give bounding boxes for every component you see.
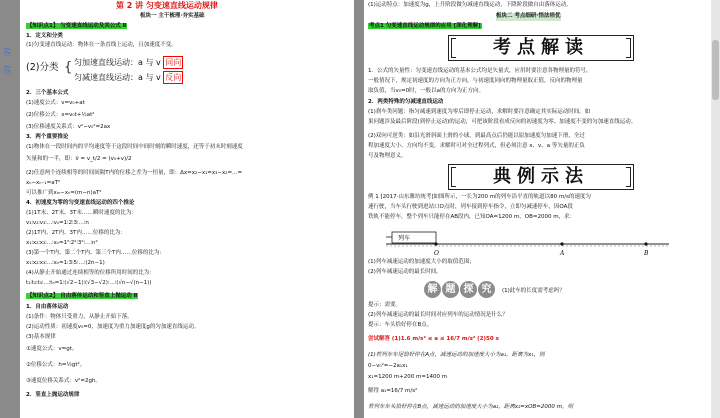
knowledge-point-1-heading: 【知识点1】 匀变速直线运动及其公式 Ⅱ	[27, 23, 127, 29]
formula-line: 解得 a₁=16/7 m/s²	[368, 388, 418, 394]
point-o-marker	[434, 242, 437, 245]
point-a-marker	[560, 242, 563, 245]
formula-line: 可以推广到xₘ−xₙ=(m−n)aT²	[26, 190, 102, 196]
text-line: (2)运动性质：初速度v₀=0，加速度为重力加速度g的匀加速直线运动。	[26, 324, 200, 330]
text-line: (1)物体在一段时间内的平均速度等于这段时间中间时刻的瞬时速度，还等于初末时刻速度	[26, 144, 243, 150]
formula-line: 矢量和的一半，即：v̄ = v_t/2 = (v₀+v)/2	[26, 156, 132, 162]
text-line: 速行驶，当车头行驶到进站口O点时，列车接到停车指令，立即匀减速停车，因OA段	[368, 204, 573, 210]
text-line: (2)1T内、2T内、3T内……位移的比为：	[26, 230, 126, 236]
text-line: 3．两个重要推论	[26, 134, 69, 140]
formula-line: t₁∶t₂∶t₃∶…∶tₙ=1∶(√2−1)∶(√3−√2)∶…∶(√n−√(n−1))	[26, 280, 152, 286]
track-figure	[384, 224, 674, 258]
hint-line: 提示：车头恰好停在B点。	[368, 322, 433, 328]
formula-line: (3)位移速度关系式：v²−v₀²=2ax	[26, 124, 111, 130]
text-line: (2)任意两个连续相等的时间间隔T内的位移之差为一恒量，即：Δx=x₂−x₁=x₃−x₂=…=	[26, 170, 243, 176]
section-subtitle: 板块二 考点细研·悟法培优	[496, 13, 561, 19]
text-line: (3)基本规律	[26, 334, 56, 340]
question-line: (2)列车减速运动的最长时间对应列车的运动情况是什么？	[368, 312, 508, 318]
text-line: (1)匀变速直线运动：物体在一条直线上运动，且加速度不变。	[26, 42, 177, 48]
text-line: (3)第一个T内、第二个T内、第三个T内……位移的比为：	[26, 250, 165, 256]
banner-exam-point-interpretation: 考点解读	[448, 35, 634, 61]
vertical-scrollbar[interactable]	[711, 0, 720, 418]
text-line: 程加速度大小、方向均不变，求解时可对全过程列式，但必须注意 x、v、a 等矢量的正负	[368, 143, 585, 149]
banner-typical-examples: 典例示法	[448, 164, 634, 190]
text-line: (4)从静止开始通过连续相等的位移所用时间的比为：	[26, 270, 155, 276]
text-line: 铁轨不能停车，整个列车只能停在AB段内，已知OA=1200 m，OB=2000 m，求：	[368, 214, 576, 220]
solution-line: (1)若列车车尾恰好停在A点，减速运动的加速度大小为a₁，距离为x₁，则	[368, 352, 545, 358]
text-line: 4．初速度为零的匀变速直线运动的四个推论	[26, 200, 135, 206]
text-line: (1)刹车类问题：指匀减速到速度为零后即停止运动，求解时要注意确定其实际运动时间。如	[368, 109, 591, 115]
badge-char: 究	[478, 281, 495, 298]
text-line: (1)1T末、2T末、3T末……瞬时速度的比为：	[26, 210, 137, 216]
solution-line: 若列车车头恰好停在B点，减速运动的加速度大小为a₂，距离x₂=xOB=2000 m，则	[368, 404, 573, 410]
point-a-label: A	[560, 250, 565, 257]
classification-uniform-deceleration: 匀减速直线运动：a 与 v	[74, 73, 161, 82]
text-line: (2)双向可逆类：如沿光滑斜面上滑的小球，到最高点后仍能以原加速度匀加速下滑，全过	[368, 133, 585, 139]
formula-line: 0−v₀²=−2a₁x₁	[368, 363, 408, 369]
text-line: 1．自由落体运动	[26, 304, 69, 310]
formula-line: v₁∶v₂∶v₃∶…∶vₙ=1∶2∶3∶…∶n	[26, 220, 89, 226]
text-line: (1)条件：物体只受重力，从静止开始下落。	[26, 314, 133, 320]
text-line: 一般情况下，规定初速度的方向为正方向，与初速度同向的物理量取正值，反向的物理量	[368, 78, 583, 84]
badge-char: 题	[442, 281, 459, 298]
text-line: 例 1 [2017·山东潍坊统考]如图所示，一长为200 m的列车沿平直的轨道以80 m/s的速度匀	[368, 194, 591, 200]
formula-line: ②位移公式：h=½gt²。	[26, 362, 86, 368]
bookmark-icon[interactable]: ⎘	[4, 66, 12, 76]
question-line: (1)此车的长度需考虑吗？	[502, 288, 565, 294]
text-line: 2．两类特殊的匀减速直线运动	[368, 99, 444, 105]
formula-line: x₁=1200 m+200 m=1400 m	[368, 374, 448, 380]
hint-line: 提示：需要。	[368, 302, 402, 308]
question-line: (1)列车减速运动的加速度大小的取值范围；	[368, 259, 475, 265]
text-line: 1．公式的矢量性：匀变速直线运动的基本公式均是矢量式，应用时要注意各物理量的符号，	[368, 68, 592, 74]
question-line: (2)列车减速运动的最长时间。	[368, 269, 442, 275]
point-o-label: O	[434, 250, 439, 257]
section-subtitle: 板块一 主干梳理·夯实基础	[140, 13, 205, 19]
classification-uniform-acceleration: 匀加速直线运动：a 与 v	[74, 58, 161, 67]
formula-line: ③速度位移关系式：v²=2gh。	[26, 378, 101, 384]
point-b-label: B	[644, 250, 649, 257]
formula-line: (2)位移公式：x=v₀t+½at²	[26, 112, 95, 118]
lesson-title: 第 2 讲 匀变速直线运动规律	[116, 1, 218, 10]
answer-box-same-direction: 同向	[165, 58, 182, 67]
answer-line: 尝试解答 (1)1.6 m/s² ≤ a ≤ 16/7 m/s² (2)50 s	[368, 336, 499, 342]
answer-box-opposite-direction: 反向	[165, 73, 182, 82]
formula-line: xₙ−xₙ₋₁=aT²	[26, 180, 61, 186]
text-line: 果问题涉及最后阶段(到停止运动)的运动，可把该阶段看成反向的初速度为零、加速度不变的匀加速直线运动。	[368, 119, 637, 125]
text-line: 1．定义和分类	[26, 33, 63, 39]
text-line: 2．三个基本公式	[26, 90, 69, 96]
formula-line: x₁∶x₂∶x₃∶…∶xₙ=1∶3∶5∶…∶(2n−1)	[26, 260, 105, 266]
classification-label: (2)分类	[26, 62, 59, 73]
text-line: 2．竖直上抛运动规律	[26, 392, 80, 398]
badge-char: 解	[424, 281, 441, 298]
text-line: 号及物理意义。	[368, 153, 407, 159]
bookmark-icon[interactable]: ⎘	[4, 48, 12, 58]
badge-char: 探	[460, 281, 477, 298]
train-label: 列车	[398, 235, 411, 242]
right-page	[364, 0, 711, 418]
exam-point-1-heading: 考点1 匀变速直线运动规律的应用 [深化理解]	[369, 23, 481, 29]
knowledge-point-2-heading: 【知识点2】 自由落体运动和竖直上抛运动 Ⅱ	[27, 293, 138, 299]
point-b-marker	[644, 242, 647, 245]
text-line: (1)运动特点：加速度为g，上升阶段做匀减速直线运动，下降阶段做自由落体运动。	[368, 2, 572, 8]
formula-line: (1)速度公式：v=v₀+at	[26, 100, 85, 106]
left-page	[20, 0, 354, 418]
formula-line: x₁∶x₂∶x₃∶…∶xₙ=1²∶2²∶3²∶…∶n²	[26, 240, 98, 246]
formula-line: ①速度公式：v=gt。	[26, 346, 78, 352]
brace-icon: {	[64, 60, 73, 75]
text-line: 取负值，当v₀=0时，一般以a的方向为正方向。	[368, 88, 484, 94]
solve-explore-badge	[424, 281, 496, 300]
train-icon	[386, 232, 436, 243]
scrollbar-thumb[interactable]	[712, 40, 719, 100]
